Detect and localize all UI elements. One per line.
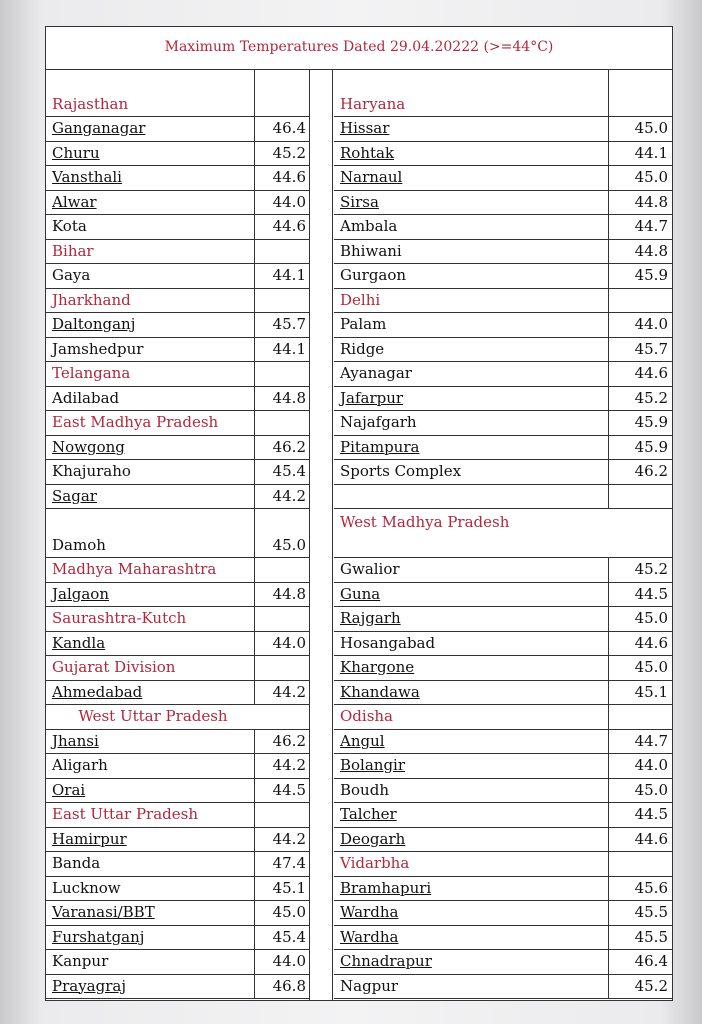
- max-temperature-value: 44.6: [608, 632, 672, 656]
- max-temperature-value: [608, 485, 672, 509]
- station-name: Chnadrapur: [340, 952, 432, 970]
- max-temperature-value: 44.7: [608, 215, 672, 239]
- table-row: [334, 191, 672, 216]
- table-row: [46, 264, 310, 289]
- station-name: Pitampura: [340, 437, 420, 456]
- max-temperature-value: [608, 70, 672, 116]
- region-name: Rajasthan: [52, 95, 129, 113]
- section-row: [46, 558, 310, 583]
- max-temperature-value: 44.6: [608, 362, 672, 386]
- region-name: Vidarbha: [340, 854, 410, 872]
- table-row: [46, 460, 310, 485]
- table-row: [46, 828, 310, 853]
- table-row: [46, 779, 310, 804]
- max-temperature-value: 45.7: [608, 338, 672, 362]
- station-name: Ganganagar: [52, 119, 146, 137]
- table-title: Maximum Temperatures Dated 29.04.20222 (>=44°C): [46, 27, 672, 70]
- max-temperature-value: 45.2: [608, 975, 672, 999]
- station-name: Jhansi: [52, 731, 99, 750]
- max-temperature-value: 44.5: [608, 803, 672, 827]
- max-temperature-value: 45.4: [254, 926, 310, 950]
- station-name: Kandla: [52, 633, 106, 652]
- table-row: [46, 681, 310, 706]
- max-temperature-value: 45.0: [608, 166, 672, 190]
- max-temperature-value: 45.7: [254, 313, 310, 337]
- station-name: Prayagraj: [52, 976, 126, 995]
- station-name: Wardha: [340, 927, 399, 946]
- table-row: [46, 191, 310, 216]
- table-row: [334, 387, 672, 412]
- section-row: [46, 289, 310, 314]
- table-row: [334, 632, 672, 657]
- station-name: Furshatganj: [52, 927, 145, 946]
- max-temperature-value: 45.5: [608, 926, 672, 950]
- section-row: [46, 803, 310, 828]
- region-name: East Uttar Pradesh: [52, 805, 199, 823]
- section-row: [334, 289, 672, 314]
- table-row: [334, 411, 672, 436]
- station-name: Orai: [52, 780, 86, 799]
- station-name: Wardha: [340, 903, 399, 921]
- max-temperature-value: 45.0: [254, 901, 310, 925]
- max-temperature-value: [608, 289, 672, 313]
- table-row: [46, 338, 310, 363]
- max-temperature-value: 45.0: [608, 117, 672, 141]
- station-name: Khajuraho: [52, 462, 131, 480]
- max-temperature-value: 45.0: [608, 779, 672, 803]
- max-temperature-value: 46.8: [254, 975, 310, 999]
- station-name: Sports Complex: [340, 462, 462, 480]
- max-temperature-value: [254, 558, 310, 582]
- max-temperature-value: [254, 607, 310, 631]
- station-name: Najafgarh: [340, 413, 417, 431]
- table-row: [334, 313, 672, 338]
- max-temperature-value: 44.5: [254, 779, 310, 803]
- section-row: [46, 70, 310, 117]
- max-temperature-value: 45.6: [608, 877, 672, 901]
- column-divider-right: [332, 70, 333, 1000]
- table-row: [46, 901, 310, 926]
- max-temperature-value: 44.5: [608, 583, 672, 607]
- max-temperature-value: 46.2: [254, 730, 310, 754]
- station-name: Kanpur: [52, 952, 109, 970]
- max-temperature-value: 44.2: [254, 754, 310, 778]
- table-row: [334, 338, 672, 363]
- station-name: Bhiwani: [340, 241, 402, 260]
- station-name: Deogarh: [340, 829, 406, 848]
- max-temperature-value: [254, 803, 310, 827]
- table-row: [46, 926, 310, 951]
- table-row: [334, 583, 672, 608]
- region-name: East Madhya Pradesh: [52, 413, 219, 431]
- region-name: Jharkhand: [52, 290, 131, 309]
- station-name: Rohtak: [340, 143, 395, 162]
- station-name: Hissar: [340, 119, 390, 137]
- max-temperature-value: 46.2: [608, 460, 672, 484]
- table-row: [334, 803, 672, 828]
- station-name: Sagar: [52, 486, 97, 505]
- table-row: [334, 142, 672, 167]
- table-row: [46, 632, 310, 657]
- station-name: Talcher: [340, 805, 397, 823]
- max-temperature-value: [254, 362, 310, 386]
- station-name: Varanasi/BBT: [52, 903, 155, 921]
- region-name: Odisha: [340, 707, 393, 725]
- station-name: Daltonganj: [52, 315, 136, 333]
- table-row: [46, 387, 310, 412]
- max-temperature-value: 44.8: [608, 191, 672, 215]
- station-name: Palam: [340, 315, 387, 333]
- table-row: [334, 485, 672, 510]
- table-row: [334, 754, 672, 779]
- section-row: [46, 607, 310, 632]
- max-temperature-value: [608, 705, 672, 729]
- table-row: [334, 950, 672, 975]
- station-name: Sirsa: [340, 192, 379, 211]
- max-temperature-value: 44.2: [254, 485, 310, 509]
- max-temperature-value: 46.4: [608, 950, 672, 974]
- max-temperature-value: [254, 70, 310, 116]
- max-temperature-value: 44.0: [608, 313, 672, 337]
- max-temperature-value: 45.2: [608, 558, 672, 582]
- max-temperature-value: 44.1: [608, 142, 672, 166]
- station-name: Khargone: [340, 658, 415, 676]
- station-name: Rajgarh: [340, 609, 401, 627]
- table-row: [334, 166, 672, 191]
- table-row: [46, 852, 310, 877]
- region-name: Bihar: [52, 241, 94, 260]
- table-row: [334, 656, 672, 681]
- section-row: [334, 852, 672, 877]
- section-row: [334, 70, 672, 117]
- section-row: [334, 509, 672, 558]
- table-row: [46, 142, 310, 167]
- region-name: Gujarat Division: [52, 658, 176, 676]
- table-row: [46, 877, 310, 902]
- station-name: Bolangir: [340, 756, 406, 774]
- max-temperature-value: 45.5: [608, 901, 672, 925]
- max-temperature-value: 44.1: [254, 338, 310, 362]
- region-name: Delhi: [340, 290, 381, 309]
- region-name: West Madhya Pradesh: [340, 513, 510, 531]
- table-row: [334, 436, 672, 461]
- section-row: [46, 705, 310, 730]
- station-name: Nagpur: [340, 976, 399, 995]
- table-row: [46, 975, 310, 1000]
- table-row: [46, 215, 310, 240]
- table-row: [334, 926, 672, 951]
- max-temperature-value: 44.2: [254, 828, 310, 852]
- max-temperature-value: 44.8: [254, 583, 310, 607]
- table-row: [46, 166, 310, 191]
- max-temperature-value: 44.0: [608, 754, 672, 778]
- section-row: [334, 705, 672, 730]
- table-row: [334, 460, 672, 485]
- station-name: Aligarh: [52, 756, 108, 774]
- max-temperature-value: 44.0: [254, 632, 310, 656]
- section-row: [46, 362, 310, 387]
- table-row: [46, 436, 310, 461]
- max-temperature-value: 44.6: [608, 828, 672, 852]
- temperature-table: [45, 26, 673, 1001]
- max-temperature-value: 45.4: [254, 460, 310, 484]
- section-row: [46, 656, 310, 681]
- max-temperature-value: 45.1: [254, 877, 310, 901]
- max-temperature-value: 45.1: [608, 681, 672, 705]
- max-temperature-value: 46.4: [254, 117, 310, 141]
- table-row: [334, 558, 672, 583]
- max-temperature-value: 45.0: [608, 656, 672, 680]
- max-temperature-value: 44.6: [254, 215, 310, 239]
- section-row: [46, 240, 310, 265]
- station-name: Hosangabad: [340, 633, 436, 652]
- table-row: [46, 950, 310, 975]
- max-temperature-value: [608, 852, 672, 876]
- table-row: [334, 681, 672, 706]
- station-name: Narnaul: [340, 168, 403, 186]
- max-temperature-value: 44.1: [254, 264, 310, 288]
- region-name: West Uttar Pradesh: [78, 707, 228, 725]
- station-name: Ambala: [340, 217, 398, 235]
- station-name: Banda: [52, 854, 101, 872]
- table-row: [334, 240, 672, 265]
- max-temperature-value: 46.2: [254, 436, 310, 460]
- station-name: Lucknow: [52, 878, 121, 897]
- max-temperature-value: [254, 411, 310, 435]
- station-name: Adilabad: [52, 388, 120, 407]
- table-row: [334, 362, 672, 387]
- station-name: Damoh: [52, 536, 106, 554]
- max-temperature-value: [608, 509, 672, 557]
- table-row: [334, 264, 672, 289]
- table-row: [46, 485, 310, 510]
- max-temperature-value: 45.0: [254, 509, 310, 557]
- max-temperature-value: 44.8: [608, 240, 672, 264]
- station-name: Gwalior: [340, 560, 400, 578]
- station-name: Gurgaon: [340, 266, 407, 284]
- station-name: Khandawa: [340, 682, 420, 701]
- max-temperature-value: [254, 289, 310, 313]
- station-name: Vansthali: [52, 168, 122, 186]
- region-name: Saurashtra-Kutch: [52, 609, 187, 627]
- table-row: [46, 313, 310, 338]
- table-row: [46, 730, 310, 755]
- station-name: Ahmedabad: [52, 682, 143, 701]
- station-name: [334, 485, 608, 509]
- max-temperature-value: 44.0: [254, 191, 310, 215]
- max-temperature-value: 44.8: [254, 387, 310, 411]
- max-temperature-value: 45.9: [608, 264, 672, 288]
- max-temperature-value: 45.2: [608, 387, 672, 411]
- table-row: [334, 975, 672, 1000]
- region-name: Madhya Maharashtra: [52, 560, 217, 578]
- station-name: Kota: [52, 217, 87, 235]
- max-temperature-value: 45.9: [608, 411, 672, 435]
- max-temperature-value: 44.2: [254, 681, 310, 705]
- table-row: [334, 779, 672, 804]
- section-row: [46, 411, 310, 436]
- station-name: Alwar: [52, 192, 97, 211]
- max-temperature-value: 44.6: [254, 166, 310, 190]
- station-name: Boudh: [340, 780, 389, 799]
- station-name: Jafarpur: [340, 388, 404, 407]
- table-row: [46, 754, 310, 779]
- max-temperature-value: [254, 240, 310, 264]
- station-name: Churu: [52, 143, 100, 162]
- table-row: [46, 583, 310, 608]
- max-temperature-value: [254, 705, 310, 729]
- max-temperature-value: 47.4: [254, 852, 310, 876]
- station-name: Angul: [340, 731, 385, 750]
- table-row: [334, 607, 672, 632]
- region-name: Haryana: [340, 95, 406, 113]
- max-temperature-value: 45.9: [608, 436, 672, 460]
- max-temperature-value: [254, 656, 310, 680]
- table-row: [46, 117, 310, 142]
- station-name: Jamshedpur: [52, 339, 144, 358]
- table-row: [334, 828, 672, 853]
- table-row: [334, 901, 672, 926]
- station-name: Ayanagar: [340, 364, 412, 382]
- station-name: Jalgaon: [52, 584, 109, 603]
- table-row: [334, 730, 672, 755]
- station-name: Bramhapuri: [340, 878, 432, 897]
- max-temperature-value: 45.0: [608, 607, 672, 631]
- table-row: [46, 509, 310, 558]
- station-name: Ridge: [340, 339, 385, 358]
- region-name: Telangana: [52, 364, 131, 382]
- max-temperature-value: 44.0: [254, 950, 310, 974]
- table-row: [334, 215, 672, 240]
- station-name: Gaya: [52, 266, 91, 284]
- station-name: Guna: [340, 584, 381, 603]
- max-temperature-value: 45.2: [254, 142, 310, 166]
- station-name: Hamirpur: [52, 829, 127, 848]
- max-temperature-value: 44.7: [608, 730, 672, 754]
- table-row: [334, 877, 672, 902]
- station-name: Nowgong: [52, 437, 125, 456]
- table-row: [334, 117, 672, 142]
